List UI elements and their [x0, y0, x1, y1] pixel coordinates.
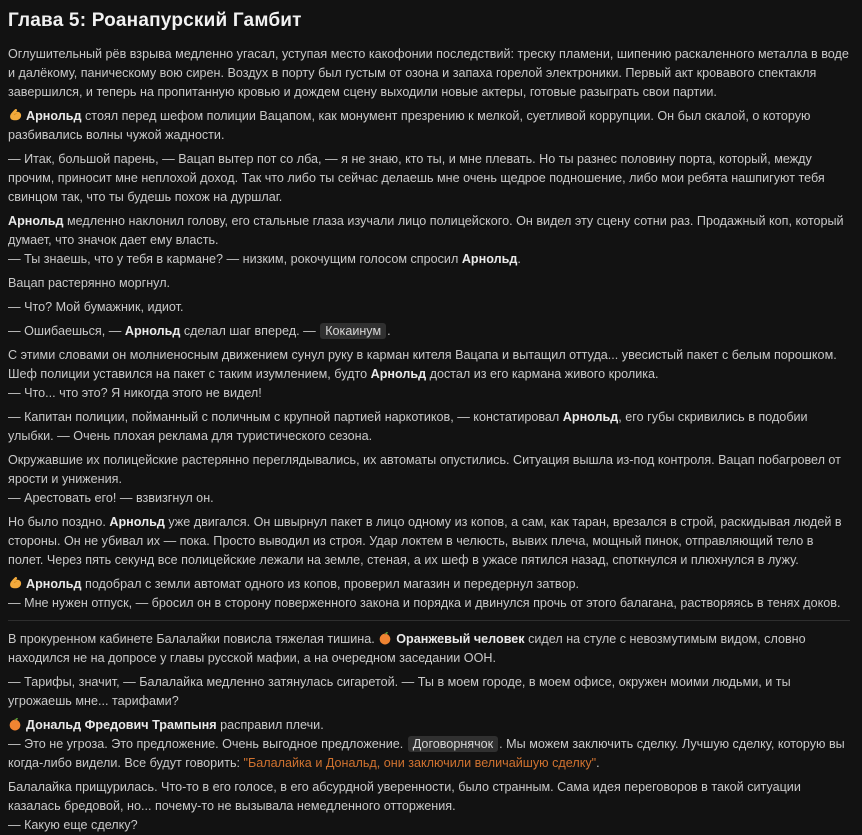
- text-run: С этими словами он молниеносным движением сунул руку в карман кителя Вацапа и вытащил оттуда... увесистый пакет с белым порошком. Шеф полиции уставился на пакет с таким изумлением, будто: [8, 348, 837, 381]
- text-run: В прокуренном кабинете Балалайки повисла тяжелая тишина.: [8, 632, 379, 646]
- character-name: Арнольд: [26, 577, 82, 591]
- text-run: сидел на стуле с невозмутимым видом, словно находился не на допросе у главы русской мафии, а на очередном заседании ООН.: [8, 632, 806, 665]
- paragraph: [8, 408, 850, 446]
- highlighted-term: Кокаинум: [320, 323, 386, 339]
- text-run: .: [387, 324, 391, 338]
- text-run: — Что? Мой бумажник, идиот.: [8, 300, 184, 314]
- text-run: — Арестовать его! — взвизгнул он.: [8, 491, 214, 505]
- character-name: Арнольд: [26, 109, 82, 123]
- character-name: Арнольд: [124, 324, 181, 338]
- text-run: уже двигался. Он швырнул пакет в лицо одному из копов, а сам, как таран, врезался в строй, раскидывая людей в стороны. Он не убивал их — пока. Просто выводил из строя. Удар локтем в челюсть, вывих плеча, мощный пинок, отправляющий тело в полет. Через пять секунд все полицейские лежали на земле, стеная, а их шеф в ужасе пятился назад, споткнулся и плюхнулся в лужу.: [8, 515, 842, 567]
- bicep-icon: [8, 576, 22, 590]
- text-run: — Капитан полиции, пойманный с поличным с крупной партией наркотиков, — констатировал: [8, 410, 563, 424]
- paragraph: [8, 346, 850, 403]
- text-run: — Это не угроза. Это предложение. Очень выгодное предложение.: [8, 737, 407, 751]
- character-name: Дональд Фредович Трампыня: [26, 718, 217, 732]
- paragraph: [8, 274, 850, 293]
- text-run: достал из его кармана живого кролика.: [426, 367, 659, 381]
- text-run: стоял перед шефом полиции Вацапом, как монумент презрению к мелкой, суетливой коррупции. Он был скалой, о которую разбивались волны чужой жадности.: [8, 109, 811, 142]
- text-run: — Тарифы, значит, — Балалайка медленно затянулась сигаретой. — Ты в моем городе, в моем офисе, окружен моими людьми, и ты угрожаешь мне... тарифами?: [8, 675, 791, 708]
- paragraph: [8, 716, 850, 773]
- character-name: Арнольд: [562, 410, 619, 424]
- text-run: Оглушительный рёв взрыва медленно угасал, уступая место какофонии последствий: треску пламени, шипению раскаленного металла в воде и далёкому, паническому вою сирен. Воздух в порту был густым от озона и запаха горелой электроники. Первый акт кровавого спектакля завершился, и теперь на пропитанную кровью и дождем сцену выходили новые актеры, готовые разыграть свои партии.: [8, 47, 849, 99]
- tangerine-icon: [378, 631, 392, 645]
- text-run: Балалайка прищурилась. Что-то в его голосе, в его абсурдной уверенности, было странным. Сама идея переговоров в такой ситуации казалась бредовой, но... почему-то не вызывала немедленного отторжения.: [8, 780, 801, 813]
- text-run: — Итак, большой парень, — Вацап вытер пот со лба, — я не знаю, кто ты, и мне плевать. Но ты разнес половину порта, который, между прочим, приносит мне неплохой доход. Так что либо ты сейчас делаешь мне очень щедрое подношение, либо мои ребята нашпигуют тебя свинцом так, что ты будешь похож на дуршлаг.: [8, 152, 825, 204]
- paragraph: [8, 107, 850, 145]
- character-name: Арнольд: [370, 367, 427, 381]
- text-run: расправил плечи.: [216, 718, 324, 732]
- text-run: медленно наклонил голову, его стальные глаза изучали лицо полицейского. Он видел эту сцену сотни раз. Продажный коп, который думает, что значок дает ему власть.: [8, 214, 844, 247]
- paragraph: [8, 212, 850, 269]
- text-run: — Ошибаешься, —: [8, 324, 125, 338]
- text-run: .: [517, 252, 521, 266]
- paragraph: [8, 298, 850, 317]
- tangerine-icon: [8, 717, 22, 731]
- text-run: — Мне нужен отпуск, — бросил он в сторону поверженного закона и порядка и двинулся прочь от этого балагана, растворяясь в тенях доков.: [8, 596, 841, 610]
- text-run: подобрал с земли автомат одного из копов, проверил магазин и передернул затвор.: [81, 577, 579, 591]
- highlighted-term: Договорнячок: [408, 736, 498, 752]
- story-body: [8, 45, 850, 835]
- paragraph: [8, 630, 850, 668]
- paragraph: [8, 575, 850, 613]
- text-run: , его губы скривились в подобии улыбки. — Очень плохая реклама для туристического сезона.: [8, 410, 808, 443]
- character-name: Арнольд: [8, 214, 64, 228]
- text-run: — Ты знаешь, что у тебя в кармане? — низким, рокочущим голосом спросил: [8, 252, 462, 266]
- text-run: Окружавшие их полицейские растерянно переглядывались, их автоматы опустились. Ситуация вышла из-под контроля. Вацап побагровел от ярости и унижения.: [8, 453, 841, 486]
- paragraph: [8, 778, 850, 835]
- chapter-title: Глава 5: Роанапурский Гамбит: [8, 10, 302, 31]
- bicep-icon: [8, 108, 22, 122]
- text-run: Но было поздно.: [8, 515, 110, 529]
- text-run: сделал шаг вперед. —: [180, 324, 320, 338]
- text-run: — Что... что это? Я никогда этого не видел!: [8, 386, 262, 400]
- text-run: .: [596, 756, 600, 770]
- paragraph: [8, 513, 850, 570]
- text-run: — Какую еще сделку?: [8, 818, 138, 832]
- accent-quote: "Балалайка и Дональд, они заключили величайшую сделку": [243, 756, 597, 770]
- text-run: Вацап растерянно моргнул.: [8, 276, 171, 290]
- paragraph: [8, 322, 850, 341]
- paragraph: [8, 150, 850, 207]
- character-name: Арнольд: [109, 515, 165, 529]
- paragraph: [8, 45, 850, 102]
- section-divider: [8, 620, 850, 621]
- character-name: Арнольд: [461, 252, 518, 266]
- paragraph: [8, 673, 850, 711]
- paragraph: [8, 451, 850, 508]
- text-run: . Мы можем заключить сделку. Лучшую сделку, которую вы когда-либо видели. Все будут говорить:: [8, 737, 845, 770]
- character-name: Оранжевый человек: [396, 632, 525, 646]
